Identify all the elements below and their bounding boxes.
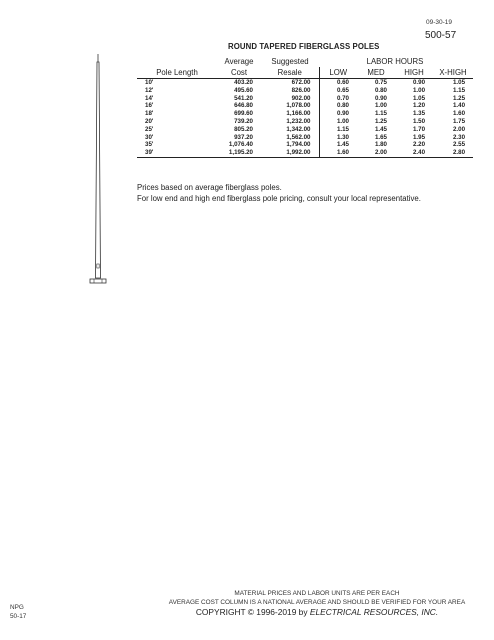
cell-suggested-resale: 672.00 xyxy=(261,79,319,87)
page-number: 500-57 xyxy=(425,30,457,41)
copyright-text: COPYRIGHT © 1996-2019 by xyxy=(195,607,310,617)
cell-labor-high: 1.05 xyxy=(412,94,426,102)
table-row xyxy=(137,134,473,142)
cell-labor-low: 1.15 xyxy=(336,125,349,133)
cell-labor-med: 0.75 xyxy=(374,79,387,86)
cell-labor-low: 1.60 xyxy=(319,149,357,157)
cell-labor-high: 1.35 xyxy=(412,110,426,118)
cell-average-cost: 403.20 xyxy=(234,79,253,86)
cell-labor-high: 0.90 xyxy=(412,79,426,86)
header-suggested: Suggested xyxy=(271,57,309,66)
cell-average-cost: 495.60 xyxy=(234,86,253,94)
cell-labor-x-high: 2.30 xyxy=(452,133,466,141)
header-average: Average xyxy=(224,57,254,66)
cell-labor-x-high: 2.55 xyxy=(452,141,466,149)
cell-pole-length: 35' xyxy=(145,141,154,149)
cell-labor-low: 1.30 xyxy=(336,133,349,141)
col-cost: Cost xyxy=(217,67,261,79)
table-row xyxy=(137,79,473,87)
cell-labor-x-high: 1.75 xyxy=(452,117,466,125)
col-resale: Resale xyxy=(261,67,319,79)
cell-labor-med: 0.80 xyxy=(374,86,387,94)
cell-pole-length: 16' xyxy=(145,102,154,110)
table-row xyxy=(137,118,473,126)
cell-average-cost: 1,076.40 xyxy=(228,141,253,149)
cell-labor-med: 1.45 xyxy=(374,125,387,133)
cell-suggested-resale: 1,562.00 xyxy=(261,134,319,142)
cell-labor-x-high: 2.80 xyxy=(433,149,473,157)
cell-labor-x-high: 1.40 xyxy=(452,102,466,110)
cell-pole-length: 30' xyxy=(145,133,154,141)
cell-labor-x-high: 1.05 xyxy=(452,79,466,86)
cell-pole-length: 14' xyxy=(145,94,154,102)
cell-suggested-resale: 1,794.00 xyxy=(261,141,319,149)
col-pole-length: Pole Length xyxy=(137,67,217,79)
footer-code: NPG xyxy=(10,604,24,611)
cell-labor-low: 0.70 xyxy=(336,94,349,102)
col-med: MED xyxy=(357,67,395,79)
header-blank xyxy=(433,56,473,67)
cell-pole-length: 20' xyxy=(145,117,154,125)
cell-average-cost: 646.80 xyxy=(234,102,253,110)
left-footer xyxy=(10,603,26,621)
footer-ref: 50-17 xyxy=(10,613,27,620)
cell-labor-med: 0.90 xyxy=(374,94,387,102)
footer-line: AVERAGE COST COLUMN IS A NATIONAL AVERAGE AND SHOULD BE VERIFIED FOR YOUR AREA xyxy=(168,598,466,606)
table-row xyxy=(137,110,473,118)
cell-labor-x-high: 2.00 xyxy=(452,125,466,133)
cell-labor-med: 1.25 xyxy=(374,117,387,125)
cell-average-cost: 699.60 xyxy=(234,110,253,118)
cell-suggested-resale: 1,078.00 xyxy=(261,102,319,110)
cell-labor-low: 1.45 xyxy=(336,141,349,149)
col-high: HIGH xyxy=(395,67,433,79)
cell-labor-x-high: 1.25 xyxy=(452,94,466,102)
cell-labor-high: 2.40 xyxy=(395,149,433,157)
cell-labor-high: 2.20 xyxy=(412,141,426,149)
col-x-high: X-HIGH xyxy=(433,67,473,79)
cell-labor-x-high: 1.60 xyxy=(452,110,466,118)
cell-suggested-resale: 902.00 xyxy=(261,95,319,103)
cell-pole-length: 10' xyxy=(145,79,154,86)
cell-labor-high: 1.00 xyxy=(412,86,426,94)
header-blank xyxy=(137,56,217,67)
cell-suggested-resale: 826.00 xyxy=(261,87,319,95)
company-name: ELECTRICAL RESOURCES, INC. xyxy=(309,607,439,617)
table-row xyxy=(137,102,473,110)
header-labor-hours: LABOR HOURS xyxy=(366,57,424,66)
cell-labor-x-high: 1.15 xyxy=(452,86,466,94)
header-blank xyxy=(319,56,357,67)
cell-labor-med: 1.80 xyxy=(374,141,387,149)
cell-labor-low: 0.90 xyxy=(336,110,349,118)
col-low: LOW xyxy=(319,67,357,79)
cell-labor-med: 1.15 xyxy=(374,110,387,118)
pole-price-table xyxy=(137,56,473,158)
cell-suggested-resale: 1,992.00 xyxy=(261,149,319,157)
cell-labor-med: 1.65 xyxy=(374,133,387,141)
table-row xyxy=(137,141,473,149)
cell-pole-length: 12' xyxy=(145,86,154,94)
note-line: For low end and high end fiberglass pole pricing, consult your local representative. xyxy=(137,194,421,203)
cell-labor-low: 1.00 xyxy=(336,117,349,125)
fiberglass-pole-illustration xyxy=(88,52,108,300)
cell-average-cost: 739.20 xyxy=(234,117,253,125)
cell-average-cost: 937.20 xyxy=(234,133,253,141)
table-row xyxy=(137,149,473,157)
cell-pole-length: 18' xyxy=(145,110,154,118)
cell-suggested-resale: 1,232.00 xyxy=(261,118,319,126)
note-line: Prices based on average fiberglass poles. xyxy=(137,183,282,192)
cell-labor-low: 0.65 xyxy=(336,86,349,94)
table-row xyxy=(137,95,473,103)
cell-average-cost: 805.20 xyxy=(234,125,253,133)
copyright-line xyxy=(140,607,494,617)
pricing-notes xyxy=(137,182,421,204)
cell-suggested-resale: 1,342.00 xyxy=(261,126,319,134)
page-title: ROUND TAPERED FIBERGLASS POLES xyxy=(228,42,380,51)
page-footer xyxy=(140,590,494,617)
cell-labor-high: 1.95 xyxy=(412,133,426,141)
cell-labor-low: 0.60 xyxy=(336,79,349,86)
table-row xyxy=(137,126,473,134)
cell-suggested-resale: 1,166.00 xyxy=(261,110,319,118)
cell-average-cost: 1,195.20 xyxy=(217,149,261,157)
revision-date: 09-30-19 xyxy=(426,19,453,26)
cell-labor-high: 1.50 xyxy=(412,117,426,125)
cell-labor-med: 2.00 xyxy=(357,149,395,157)
cell-labor-high: 1.70 xyxy=(412,125,426,133)
cell-pole-length: 39' xyxy=(137,149,217,157)
cell-labor-low: 0.80 xyxy=(336,102,349,110)
table-body xyxy=(137,79,473,158)
footer-line: MATERIAL PRICES AND LABOR UNITS ARE PER EACH xyxy=(234,590,400,597)
table-row xyxy=(137,87,473,95)
cell-average-cost: 541.20 xyxy=(234,94,253,102)
cell-pole-length: 25' xyxy=(145,125,154,133)
cell-labor-high: 1.20 xyxy=(412,102,426,110)
cell-labor-med: 1.00 xyxy=(374,102,387,110)
